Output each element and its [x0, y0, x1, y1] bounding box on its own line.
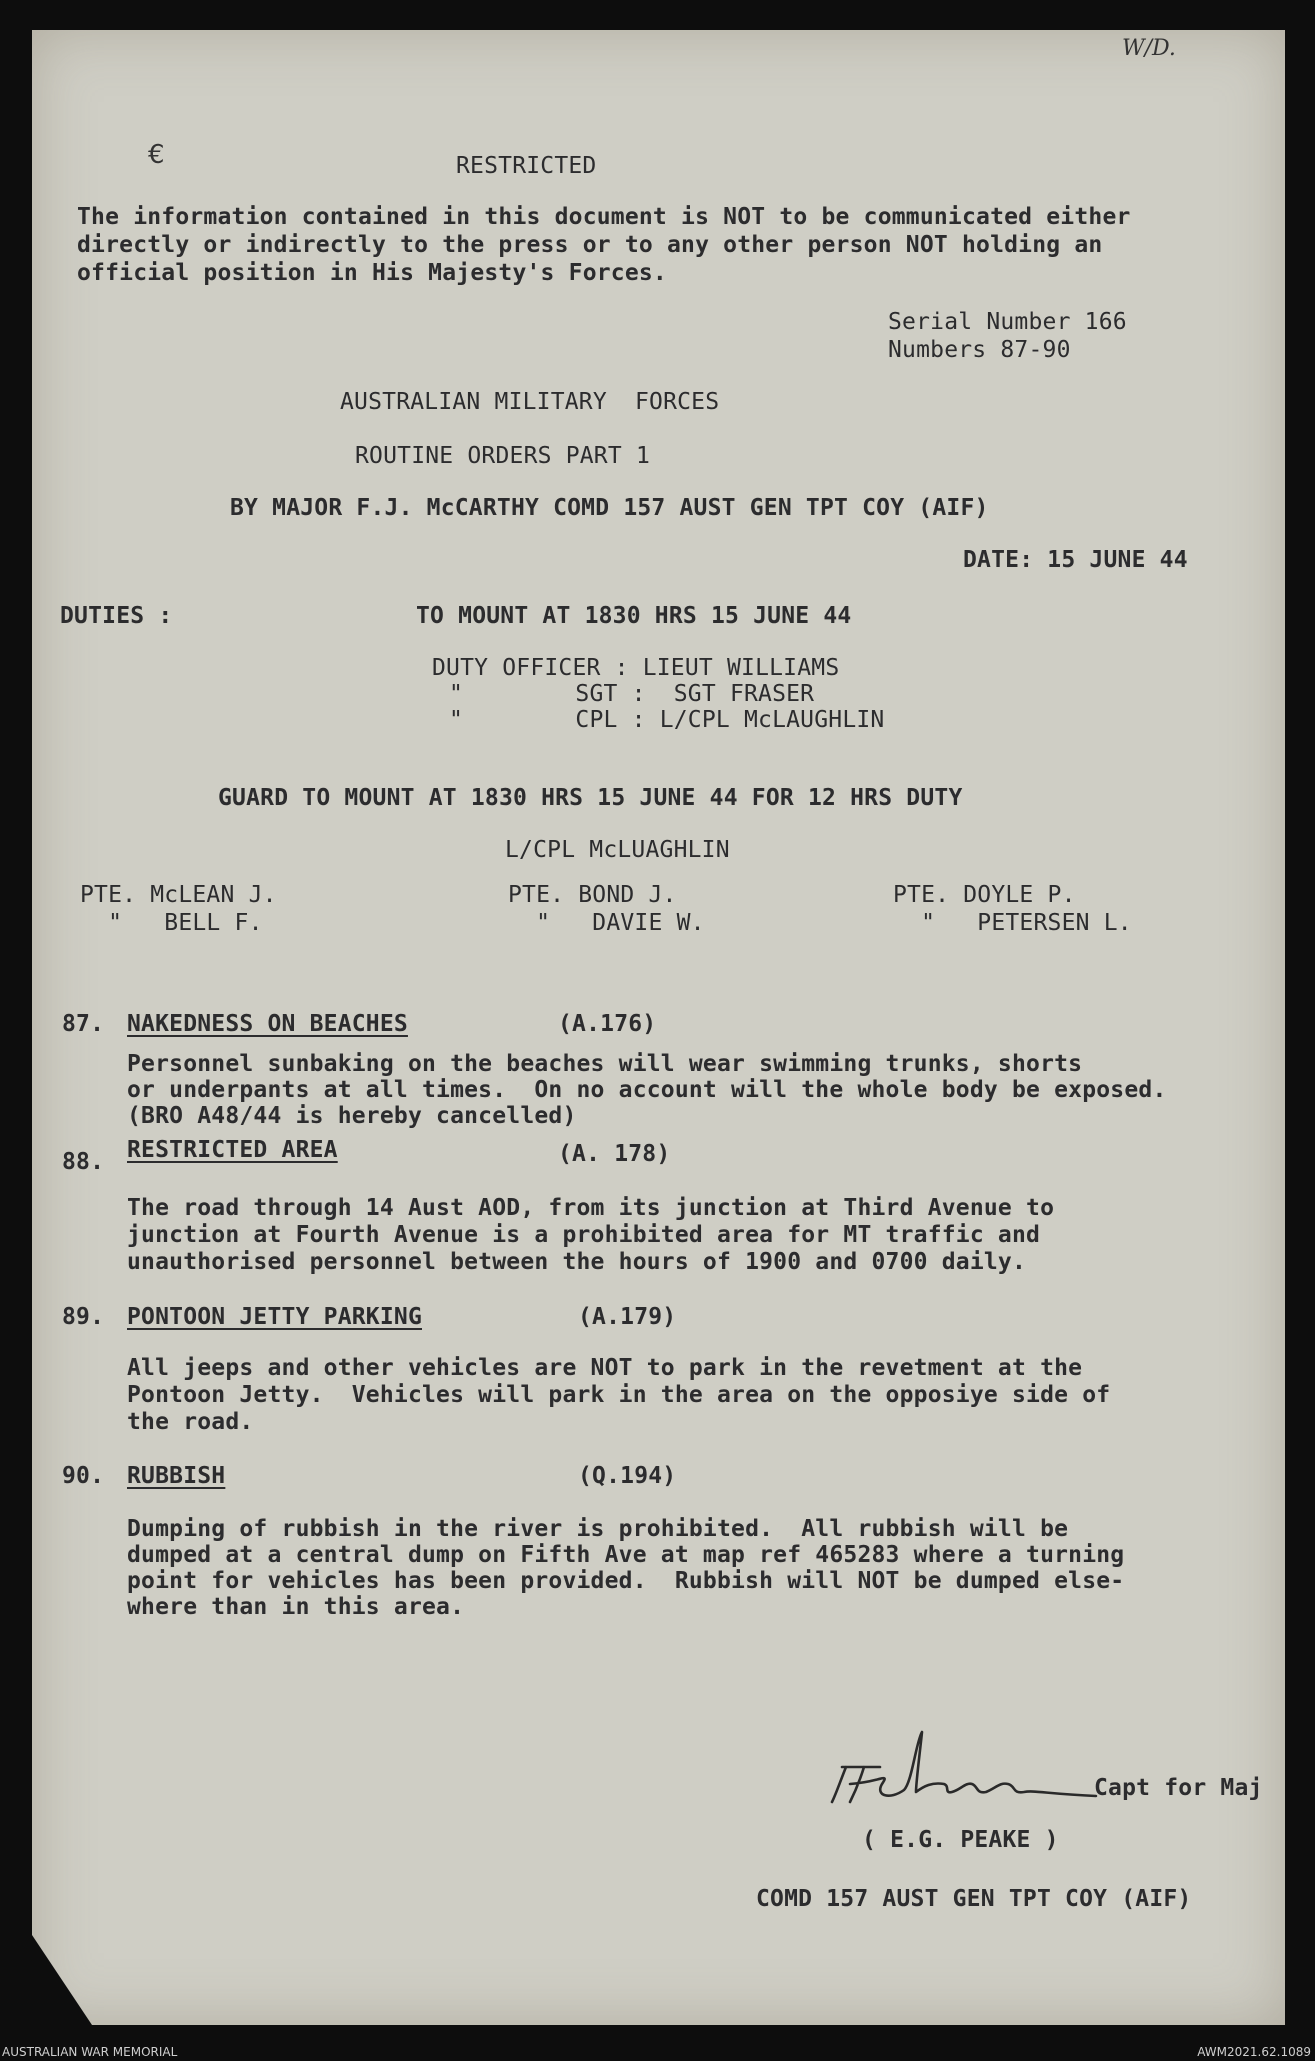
notice-line-1: The information contained in this document is NOT to be communicated either	[77, 204, 1131, 230]
guard-col2-line1: PTE. BOND J.	[508, 882, 677, 908]
duty-line-cpl: " CPL : L/CPL McLAUGHLIN	[449, 707, 885, 733]
guard-col1-line1: PTE. McLEAN J.	[80, 882, 277, 908]
item-90-number: 90.	[62, 1463, 105, 1489]
footer-accession-number: AWM2021.62.1089	[1197, 2045, 1311, 2059]
serial-number: Serial Number 166	[888, 309, 1127, 335]
notice-line-2: directly or indirectly to the press or to any other person NOT holding an	[77, 232, 1103, 258]
item-88-body-1: The road through 14 Aust AOD, from its junction at Third Avenue to	[127, 1195, 1055, 1221]
item-87-title: NAKEDNESS ON BEACHES	[127, 1011, 408, 1037]
folded-corner	[32, 1935, 92, 2025]
restricted-header: RESTRICTED	[456, 153, 597, 179]
duties-title: TO MOUNT AT 1830 HRS 15 JUNE 44	[416, 603, 852, 629]
signature-suffix: Capt for Maj	[1094, 1775, 1263, 1801]
guard-corporal: L/CPL McLUAGHLIN	[505, 837, 730, 863]
item-87-ref: (A.176)	[558, 1011, 657, 1037]
guard-col2-line2: " DAVIE W.	[508, 910, 705, 936]
item-89-body-3: the road.	[127, 1409, 254, 1435]
signer-role: COMD 157 AUST GEN TPT COY (AIF)	[756, 1886, 1192, 1912]
heading-routine-orders: ROUTINE ORDERS PART 1	[355, 443, 650, 469]
guard-col1-line2: " BELL F.	[80, 910, 263, 936]
pin-hole-mark: €	[148, 140, 165, 170]
footer-institution: AUSTRALIAN WAR MEMORIAL	[2, 2045, 178, 2059]
item-90-body-1: Dumping of rubbish in the river is prohibited. All rubbish will be	[127, 1516, 1069, 1542]
order-numbers: Numbers 87-90	[888, 337, 1071, 363]
item-90-body-4: where than in this area.	[127, 1594, 465, 1620]
duties-label: DUTIES :	[60, 603, 173, 629]
item-88-body-2: junction at Fourth Avenue is a prohibited area for MT traffic and	[127, 1222, 1041, 1248]
duty-line-sgt: " SGT : SGT FRASER	[449, 681, 815, 707]
item-87-body-1: Personnel sunbaking on the beaches will wear swimming trunks, shorts	[127, 1051, 1083, 1077]
item-87-body-2: or underpants at all times. On no account will the whole body be exposed.	[127, 1077, 1167, 1103]
item-88-ref: (A. 178)	[558, 1141, 671, 1167]
order-date: DATE: 15 JUNE 44	[963, 547, 1188, 573]
heading-authority: BY MAJOR F.J. McCARTHY COMD 157 AUST GEN TPT COY (AIF)	[230, 495, 989, 521]
duty-line-officer: DUTY OFFICER : LIEUT WILLIAMS	[432, 655, 840, 681]
corner-handwritten-mark: W/D.	[1122, 36, 1176, 61]
item-89-number: 89.	[62, 1304, 105, 1330]
heading-forces: AUSTRALIAN MILITARY FORCES	[340, 389, 720, 415]
guard-col3-line2: " PETERSEN L.	[893, 910, 1132, 936]
item-90-ref: (Q.194)	[578, 1463, 677, 1489]
item-87-number: 87.	[62, 1011, 105, 1037]
item-88-body-3: unauthorised personnel between the hours of 1900 and 0700 daily.	[127, 1249, 1027, 1275]
item-89-body-1: All jeeps and other vehicles are NOT to park in the revetment at the	[127, 1355, 1083, 1381]
item-88-title: RESTRICTED AREA	[127, 1137, 338, 1163]
handwritten-signature	[820, 1712, 1120, 1812]
item-89-title: PONTOON JETTY PARKING	[127, 1304, 422, 1330]
item-90-title: RUBBISH	[127, 1463, 226, 1489]
item-89-ref: (A.179)	[578, 1304, 677, 1330]
guard-title: GUARD TO MOUNT AT 1830 HRS 15 JUNE 44 FOR 12 HRS DUTY	[218, 785, 963, 811]
signer-name: ( E.G. PEAKE )	[862, 1827, 1059, 1853]
item-90-body-2: dumped at a central dump on Fifth Ave at map ref 465283 where a turning	[127, 1542, 1125, 1568]
item-87-body-3: (BRO A48/44 is hereby cancelled)	[127, 1103, 577, 1129]
item-89-body-2: Pontoon Jetty. Vehicles will park in the area on the opposiye side of	[127, 1382, 1111, 1408]
notice-line-3: official position in His Majesty's Forces.	[77, 260, 667, 286]
item-90-body-3: point for vehicles has been provided. Rubbish will NOT be dumped else-	[127, 1568, 1125, 1594]
guard-col3-line1: PTE. DOYLE P.	[893, 882, 1076, 908]
item-88-number: 88.	[62, 1149, 105, 1175]
